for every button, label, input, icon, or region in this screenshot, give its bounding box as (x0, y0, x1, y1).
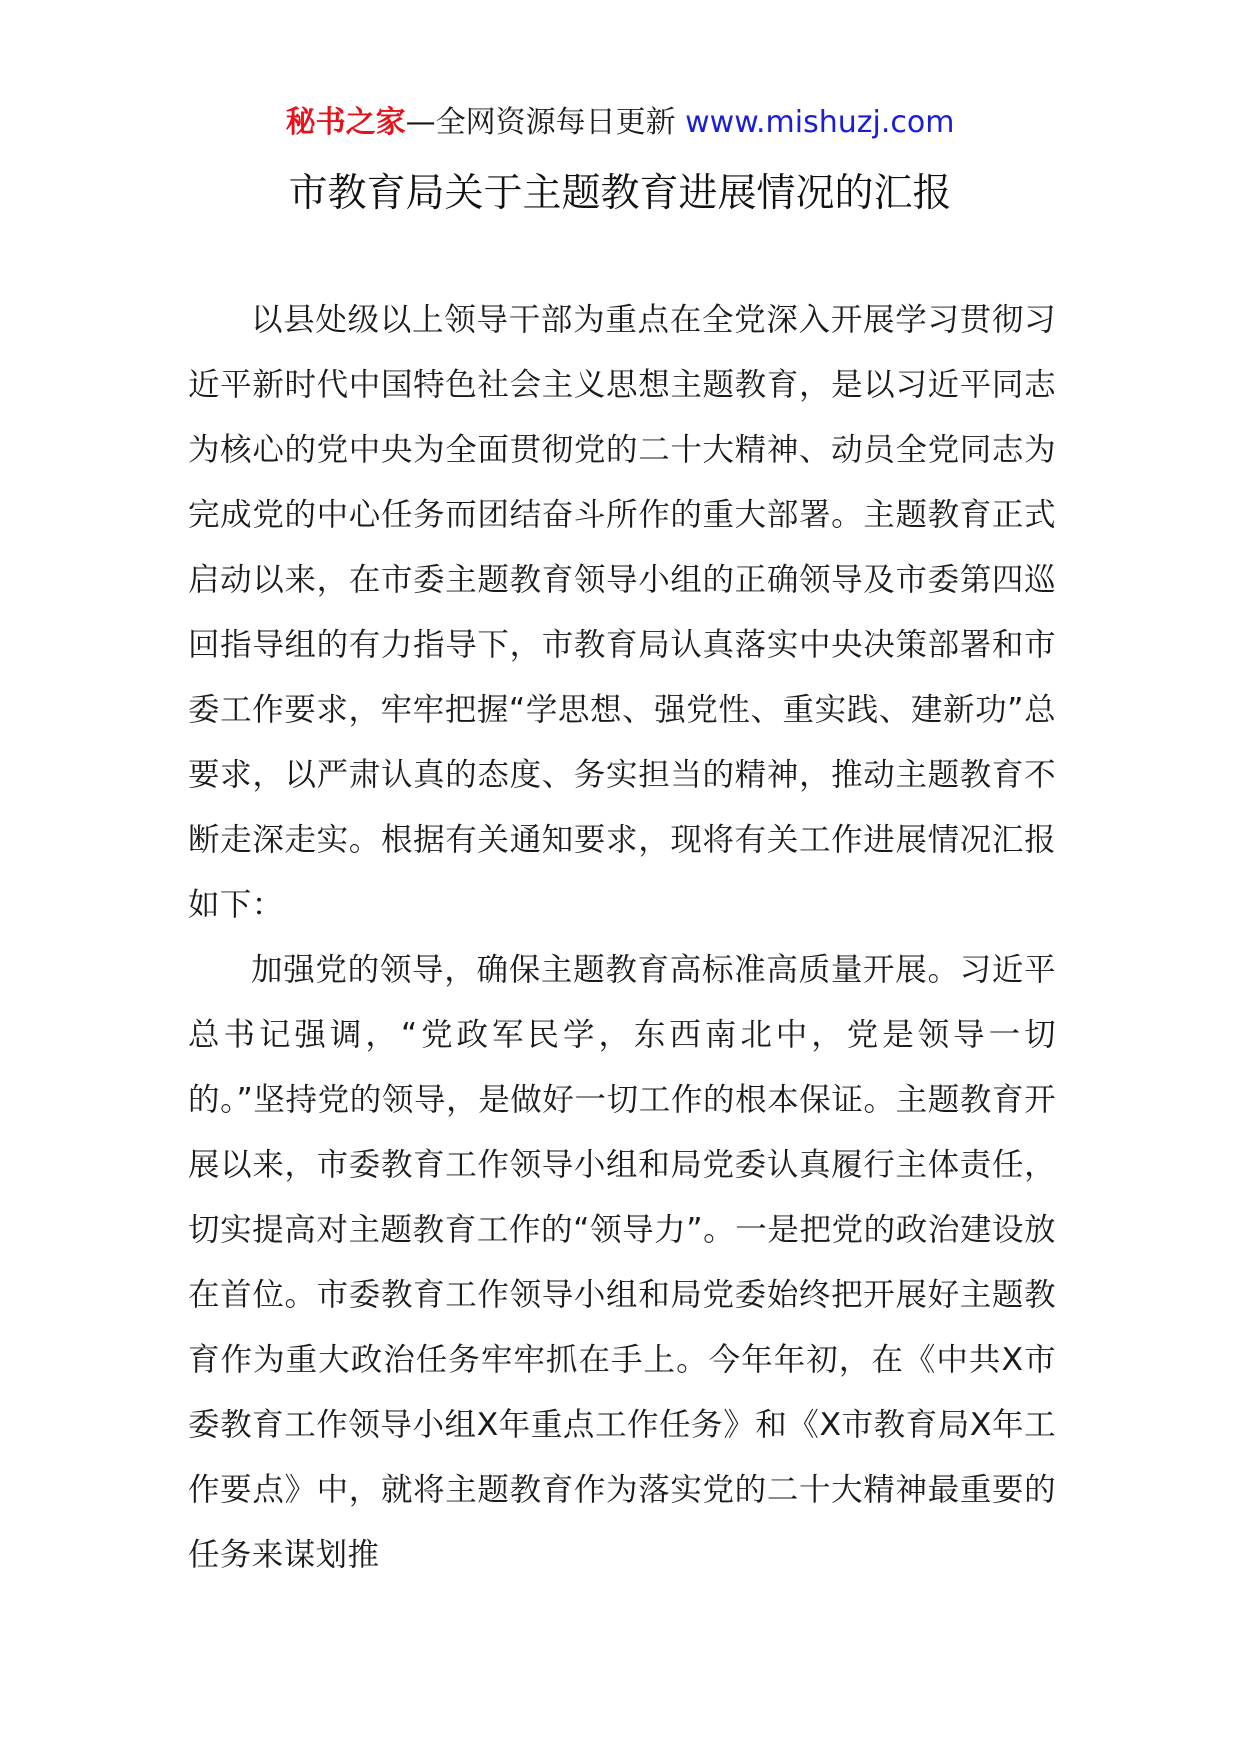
site-url-link[interactable]: www.mishuzj.com (685, 105, 955, 140)
watermark-header (0, 100, 1240, 146)
body-paragraph-1: 以县处级以上领导干部为重点在全党深入开展学习贯彻习近平新时代中国特色社会主义思想主题教育，是以习近平同志为核心的党中央为全面贯彻党的二十大精神、动员全党同志为完成党的中心任务而团结奋斗所作的重大部署。主题教育正式启动以来，在市委主题教育领导小组的正确领导及市委第四巡回指导组的有力指导下，市教育局认真落实中央决策部署和市委工作要求，牢牢把握“学思想、强党性、重实践、建新功”总要求，以严肃认真的态度、务实担当的精神，推动主题教育不断走深走实。根据有关通知要求，现将有关工作进展情况汇报如下： (188, 302, 1056, 923)
header-tagline: —全网资源每日更新 (405, 105, 686, 140)
document-title: 市教育局关于主题教育进展情况的汇报 (288, 171, 952, 216)
body-paragraph-2: 加强党的领导，确保主题教育高标准高质量开展。习近平总书记强调，“党政军民学，东西南北中，党是领导一切的。”坚持党的领导，是做好一切工作的根本保证。主题教育开展以来，市委教育工作领导小组和局党委认真履行主体责任，切实提高对主题教育工作的“领导力”。一是把党的政治建设放在首位。市委教育工作领导小组和局党委始终把开展好主题教育作为重大政治任务牢牢抓在手上。今年年初，在《中共X市委教育工作领导小组X年重点工作任务》和《X市教育局X年工作要点》中，就将主题教育作为落实党的二十大精神最重要的任务来谋划推 (188, 952, 1056, 1573)
brand-name: 秘书之家 (285, 105, 406, 140)
document-body (188, 288, 1056, 1588)
